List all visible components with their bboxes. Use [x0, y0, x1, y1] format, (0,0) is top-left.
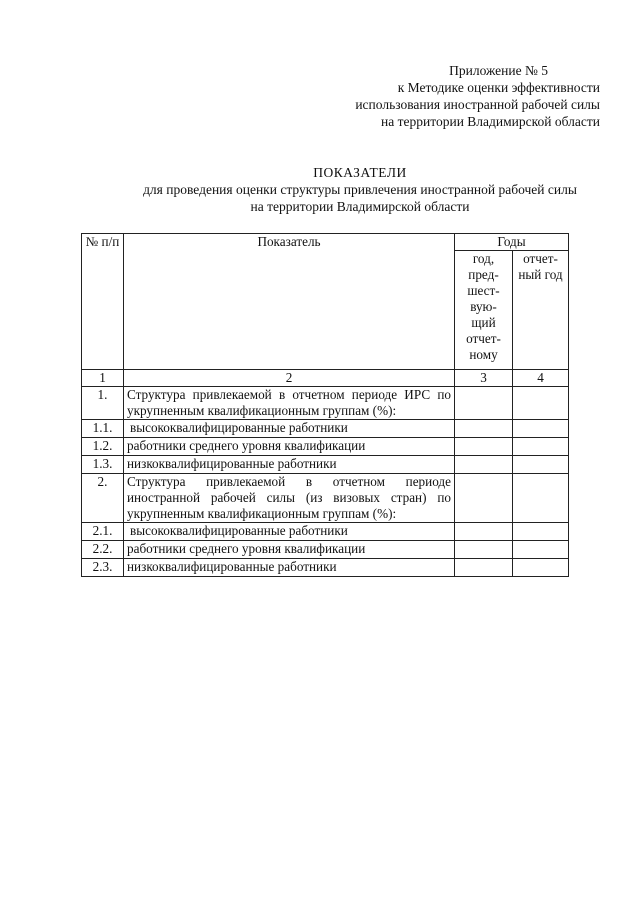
- row-num: 1.2.: [82, 438, 124, 456]
- row-value-report: [513, 438, 569, 456]
- heading-subtitle-line-1: для проведения оценки структуры привлечения иностранной рабочей силы: [143, 182, 577, 197]
- table-row: [82, 474, 569, 523]
- column-number: 2: [124, 370, 455, 387]
- heading-subtitle-line-2: на территории Владимирской области: [250, 199, 470, 214]
- header-num-label: № п/п: [85, 234, 120, 249]
- appendix-line-4: на территории Владимирской области: [381, 114, 600, 129]
- row-value-prev: [455, 420, 513, 438]
- row-num: 1.: [82, 387, 124, 420]
- row-text: работники среднего уровня квалификации: [124, 438, 455, 456]
- row-num: 1.1.: [82, 420, 124, 438]
- row-value-prev: [455, 559, 513, 577]
- row-num: 2.2.: [82, 541, 124, 559]
- appendix-block: [300, 62, 600, 130]
- row-value-report: [513, 474, 569, 523]
- column-number: 3: [455, 370, 513, 387]
- row-text: низкоквалифицированные работники: [124, 559, 455, 577]
- column-number: 4: [513, 370, 569, 387]
- row-text: работники среднего уровня квалификации: [124, 541, 455, 559]
- header-prev-year: [455, 251, 513, 370]
- row-num: 2.: [82, 474, 124, 523]
- header-years-label: Годы: [497, 234, 526, 249]
- row-value-prev: [455, 541, 513, 559]
- row-value-report: [513, 523, 569, 541]
- row-value-prev: [455, 523, 513, 541]
- table-row: [82, 541, 569, 559]
- row-text: высококвалифицированные работники: [124, 420, 455, 438]
- row-num: 1.3.: [82, 456, 124, 474]
- row-value-report: [513, 559, 569, 577]
- row-value-prev: [455, 438, 513, 456]
- table-row: [82, 456, 569, 474]
- header-report-year-label: отчет- ный год: [518, 251, 563, 282]
- column-number: 1: [82, 370, 124, 387]
- header-indicator: [124, 234, 455, 370]
- row-text: Структура привлекаемой в отчетном периоде ИРС по укрупненным квалификационным группам (%):: [124, 387, 455, 420]
- appendix-line-1: Приложение № 5: [449, 63, 548, 78]
- document-heading: [80, 164, 640, 215]
- table-row: [82, 559, 569, 577]
- table-row: [82, 420, 569, 438]
- column-numbers-row: [82, 370, 569, 387]
- appendix-line-2: к Методике оценки эффективности: [397, 80, 600, 95]
- row-value-report: [513, 541, 569, 559]
- heading-title: ПОКАЗАТЕЛИ: [313, 165, 407, 180]
- row-text: Структура привлекаемой в отчетном периоде иностранной рабочей силы (из визовых стран) по укрупненным квалификационным группам (%):: [124, 474, 455, 523]
- row-text: низкоквалифицированные работники: [124, 456, 455, 474]
- header-num: [82, 234, 124, 370]
- row-value-prev: [455, 474, 513, 523]
- header-report-year: [513, 251, 569, 370]
- table-row: [82, 438, 569, 456]
- row-num: 2.3.: [82, 559, 124, 577]
- row-text: высококвалифицированные работники: [124, 523, 455, 541]
- row-value-prev: [455, 387, 513, 420]
- row-value-report: [513, 420, 569, 438]
- row-value-report: [513, 456, 569, 474]
- indicators-table: [81, 233, 569, 577]
- table-row: [82, 387, 569, 420]
- row-num: 2.1.: [82, 523, 124, 541]
- table-row: [82, 523, 569, 541]
- row-value-report: [513, 387, 569, 420]
- row-value-prev: [455, 456, 513, 474]
- header-indicator-label: Показатель: [257, 234, 321, 249]
- header-years: [455, 234, 569, 251]
- appendix-line-3: использования иностранной рабочей силы: [355, 97, 600, 112]
- header-prev-year-label: год, пред- шест- вую- щий отчет- ному: [466, 251, 501, 362]
